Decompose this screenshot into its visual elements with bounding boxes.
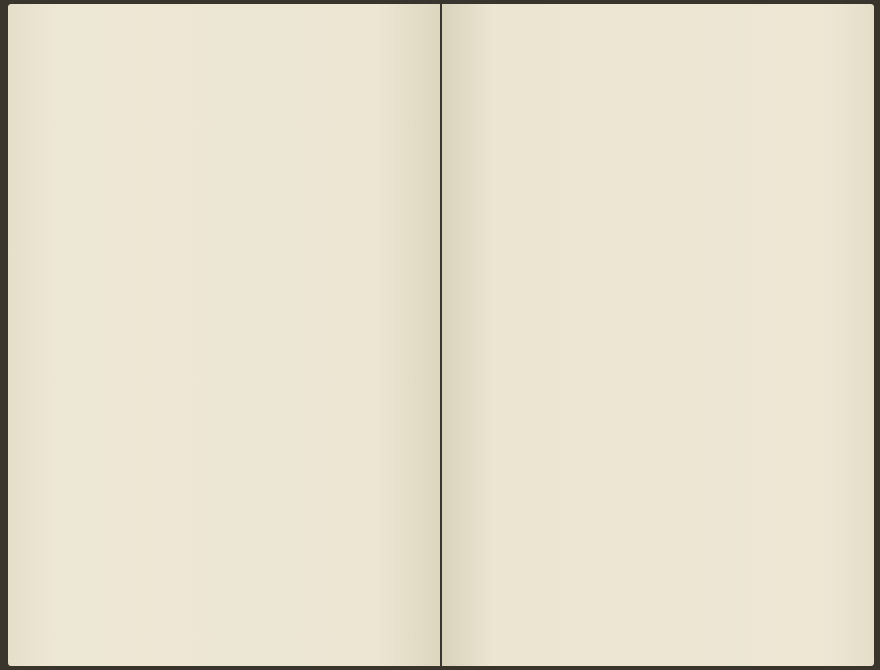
left-page [8,4,440,666]
right-page [442,4,874,666]
